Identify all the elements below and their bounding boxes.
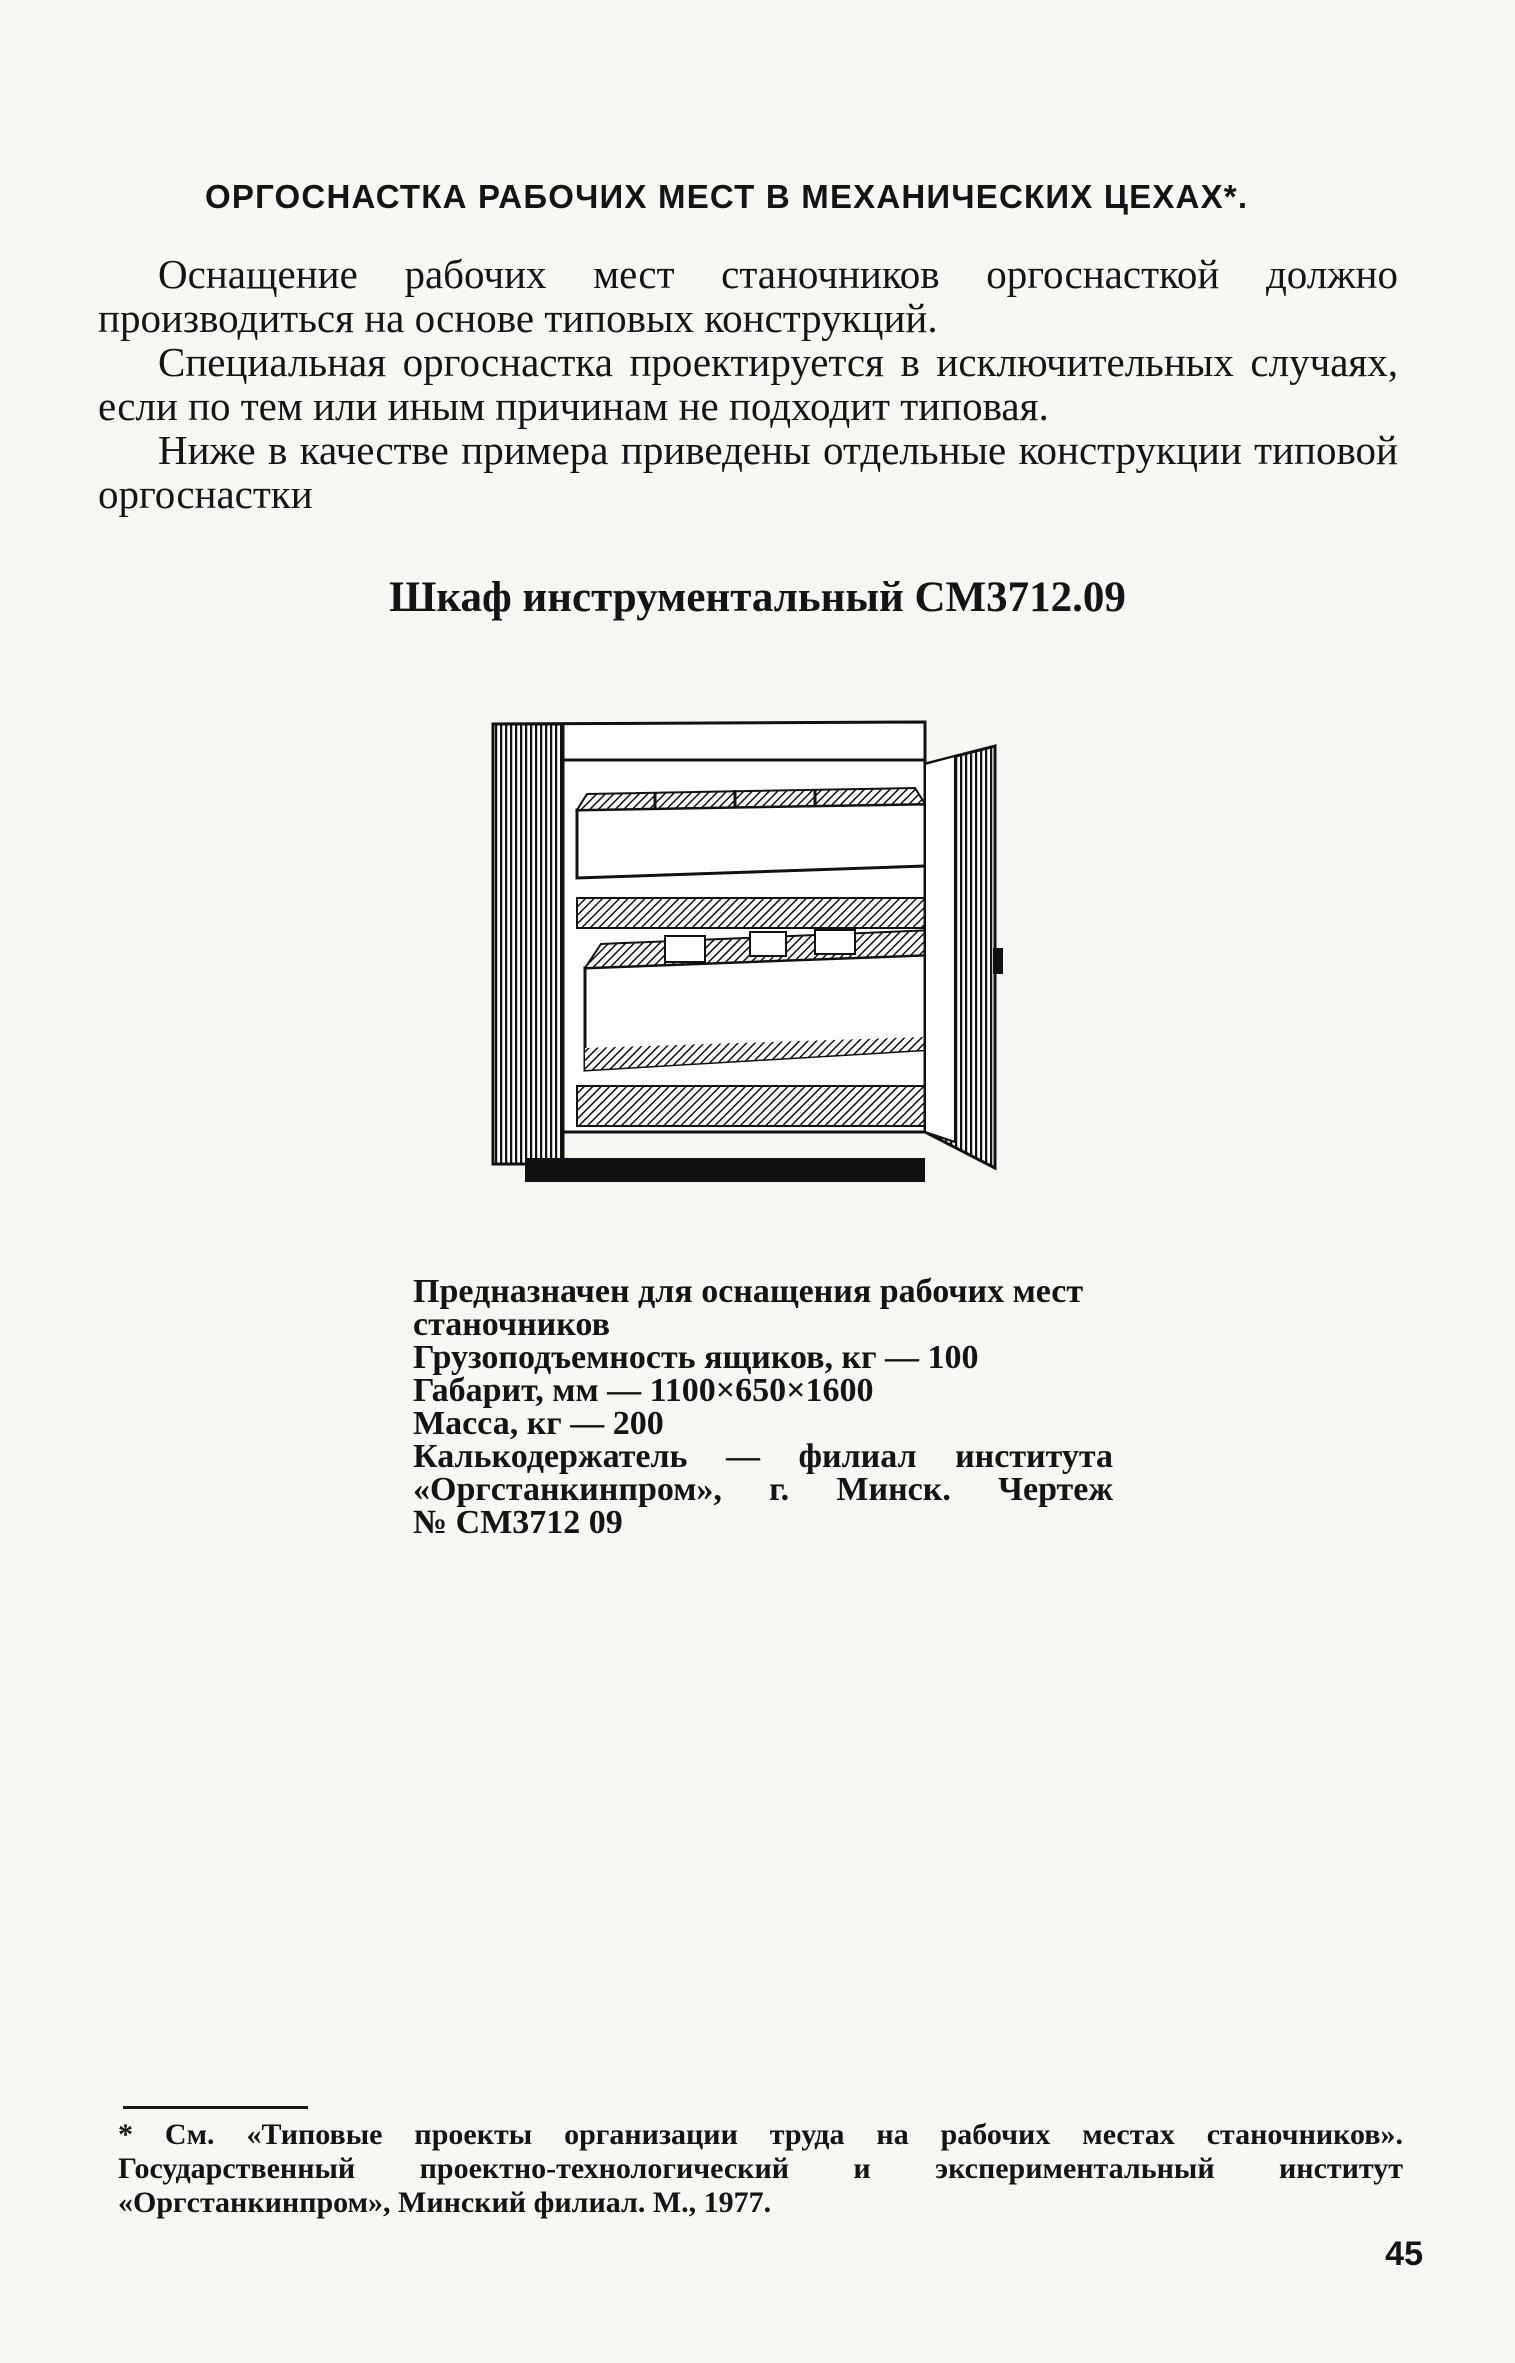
figure-title: Шкаф инструментальный СМ3712.09 (389, 574, 1126, 621)
tool-cabinet-drawing (485, 718, 1025, 1188)
footnote: * См. «Типовые проекты организации труда на рабочих местах станочников». Государственный проектно-технологический и экспериментальный институт «Оргстанкинпром», Минский филиал. М., 1977. (118, 2118, 1403, 2219)
intro-paragraph-2: Специальная оргоснастка проектируется в исключительных случаях, если по тем или иным причинам не подходит типовая. (98, 339, 1398, 429)
spec-mass: Масса, кг — 200 (413, 1405, 664, 1442)
spec-dimensions: Габарит, мм — 1100×650×1600 (413, 1372, 874, 1409)
spec-holder-line-3: № СМ3712 09 (413, 1504, 623, 1541)
spec-holder-line-2: «Оргстанкинпром», г. Минск. Чертеж (413, 1471, 1113, 1508)
spec-capacity: Грузоподъемность ящиков, кг — 100 (413, 1339, 979, 1376)
spec-holder-line-1: Калькодержатель — филиал института (413, 1438, 1113, 1475)
footnote-rule (123, 2106, 308, 2109)
page-number: 45 (1385, 2235, 1423, 2273)
intro-paragraph-1: Оснащение рабочих мест станочников оргоснасткой должно производиться на основе типовых конструкций. (98, 251, 1398, 341)
section-heading: ОРГОСНАСТКА РАБОЧИХ МЕСТ В МЕХАНИЧЕСКИХ ЦЕХАХ*. (205, 178, 1249, 215)
specification-block (413, 1275, 1113, 1539)
intro-text (98, 252, 1398, 516)
intro-paragraph-3: Ниже в качестве примера приведены отдельные конструкции типовой оргоснастки (98, 427, 1398, 517)
spec-purpose: Предназначен для оснащения рабочих мест станочников (413, 1273, 1084, 1343)
